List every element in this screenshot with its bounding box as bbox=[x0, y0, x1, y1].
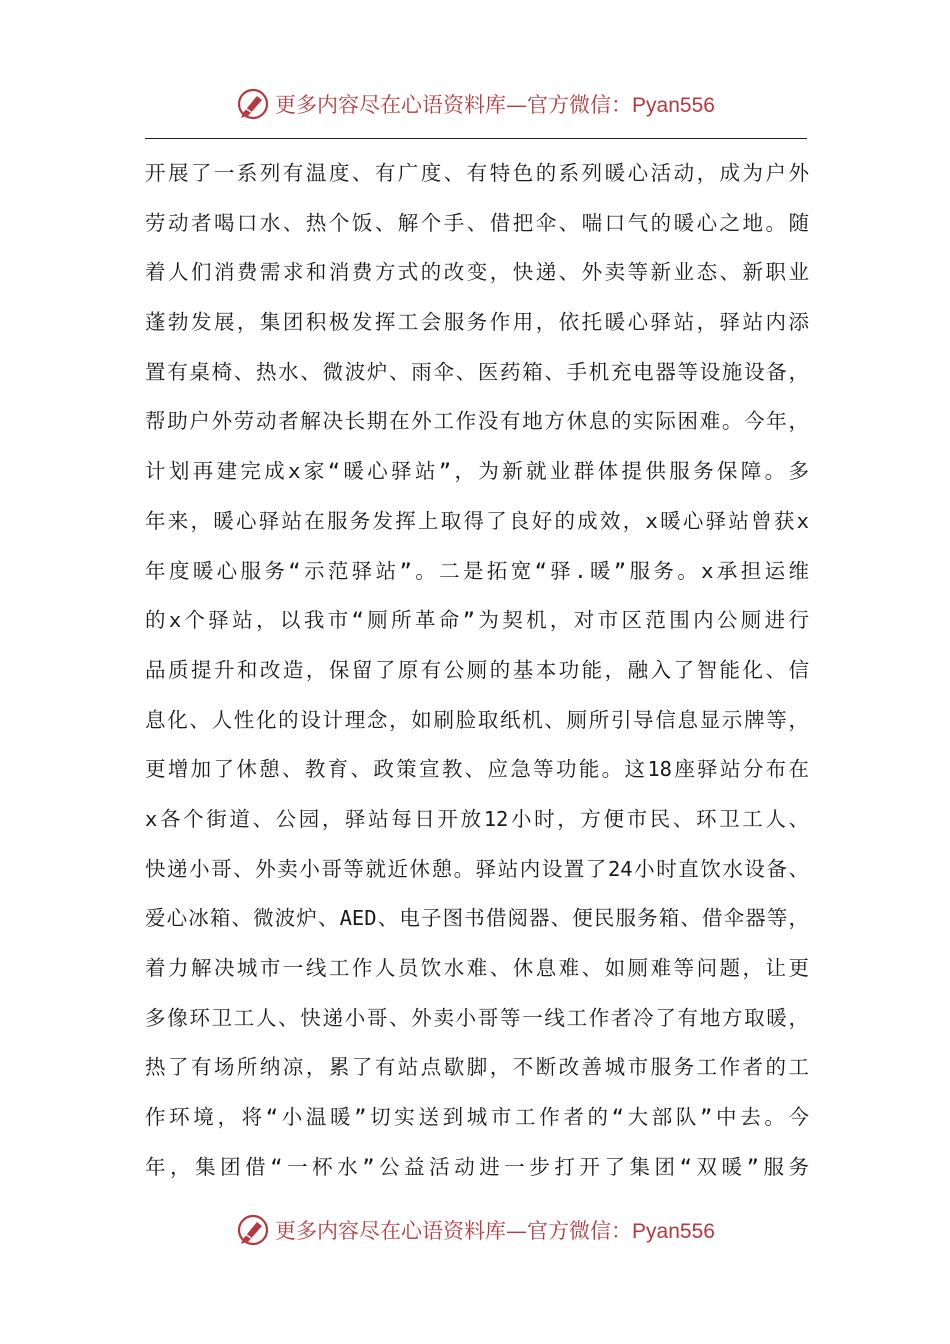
body-line: 置有桌椅、热水、微波炉、雨伞、医药箱、手机充电器等设施设备， bbox=[145, 359, 809, 384]
body-line: 着力解决城市一线工作人员饮水难、休息难、如厕难等问题，让更 bbox=[145, 956, 809, 980]
body-line: 爱心冰箱、微波炉、AED、电子图书借阅器、便民服务箱、借伞器等， bbox=[145, 906, 809, 931]
document-body bbox=[145, 150, 809, 1193]
pen-logo-icon bbox=[235, 86, 271, 122]
header-banner-text bbox=[275, 89, 715, 119]
body-line: 蓬勃发展，集团积极发挥工会服务作用，依托暖心驿站，驿站内添 bbox=[145, 310, 809, 335]
footer-banner-text bbox=[275, 1215, 715, 1245]
body-line: 计划再建完成x家“暖心驿站”，为新就业群体提供服务保障。多 bbox=[145, 459, 809, 484]
body-line: 快递小哥、外卖小哥等就近休憩。驿站内设置了24小时直饮水设备、 bbox=[145, 856, 809, 881]
header-divider bbox=[145, 138, 807, 139]
body-line: 开展了一系列有温度、有广度、有特色的系列暖心活动，成为户外 bbox=[145, 161, 809, 185]
body-line: 更增加了休憩、教育、政策宣教、应急等功能。这18座驿站分布在 bbox=[145, 757, 809, 782]
page-footer-banner bbox=[0, 1208, 950, 1252]
page-header-banner bbox=[0, 82, 950, 126]
body-line: 作环境，将“小温暖”切实送到城市工作者的“大部队”中去。今 bbox=[145, 1105, 809, 1130]
body-line: 热了有场所纳凉，累了有站点歇脚，不断改善城市服务工作者的工 bbox=[145, 1055, 809, 1080]
body-line: 年来，暖心驿站在服务发挥上取得了良好的成效，x暖心驿站曾获x bbox=[145, 508, 809, 533]
header-wechat-handle: Pyan556 bbox=[632, 94, 715, 117]
header-banner-label: 更多内容尽在心语资料库—官方微信： bbox=[275, 93, 633, 117]
body-line: 帮助户外劳动者解决长期在外工作没有地方休息的实际困难。今年， bbox=[145, 409, 809, 434]
body-line: 多像环卫工人、快递小哥、外卖小哥等一线工作者冷了有地方取暖， bbox=[145, 1005, 809, 1030]
body-line: 息化、人性化的设计理念，如刷脸取纸机、厕所引导信息显示牌等， bbox=[145, 707, 809, 732]
body-line: 的x个驿站，以我市“厕所革命”为契机，对市区范围内公厕进行 bbox=[145, 608, 809, 633]
body-line: 品质提升和改造，保留了原有公厕的基本功能，融入了智能化、信 bbox=[145, 657, 809, 682]
body-line: x各个街道、公园，驿站每日开放12小时，方便市民、环卫工人、 bbox=[145, 806, 809, 831]
body-line: 着人们消费需求和消费方式的改变，快递、外卖等新业态、新职业 bbox=[145, 260, 809, 285]
body-line: 年度暖心服务“示范驿站”。二是拓宽“驿.暖”服务。x承担运维 bbox=[145, 558, 809, 583]
pen-logo-icon bbox=[235, 1212, 271, 1248]
footer-wechat-handle: Pyan556 bbox=[632, 1220, 715, 1243]
footer-banner-label: 更多内容尽在心语资料库—官方微信： bbox=[275, 1219, 633, 1243]
body-line: 年，集团借“一杯水”公益活动进一步打开了集团“双暖”服务 bbox=[145, 1154, 809, 1179]
body-line: 劳动者喝口水、热个饭、解个手、借把伞、喘口气的暖心之地。随 bbox=[145, 210, 809, 235]
